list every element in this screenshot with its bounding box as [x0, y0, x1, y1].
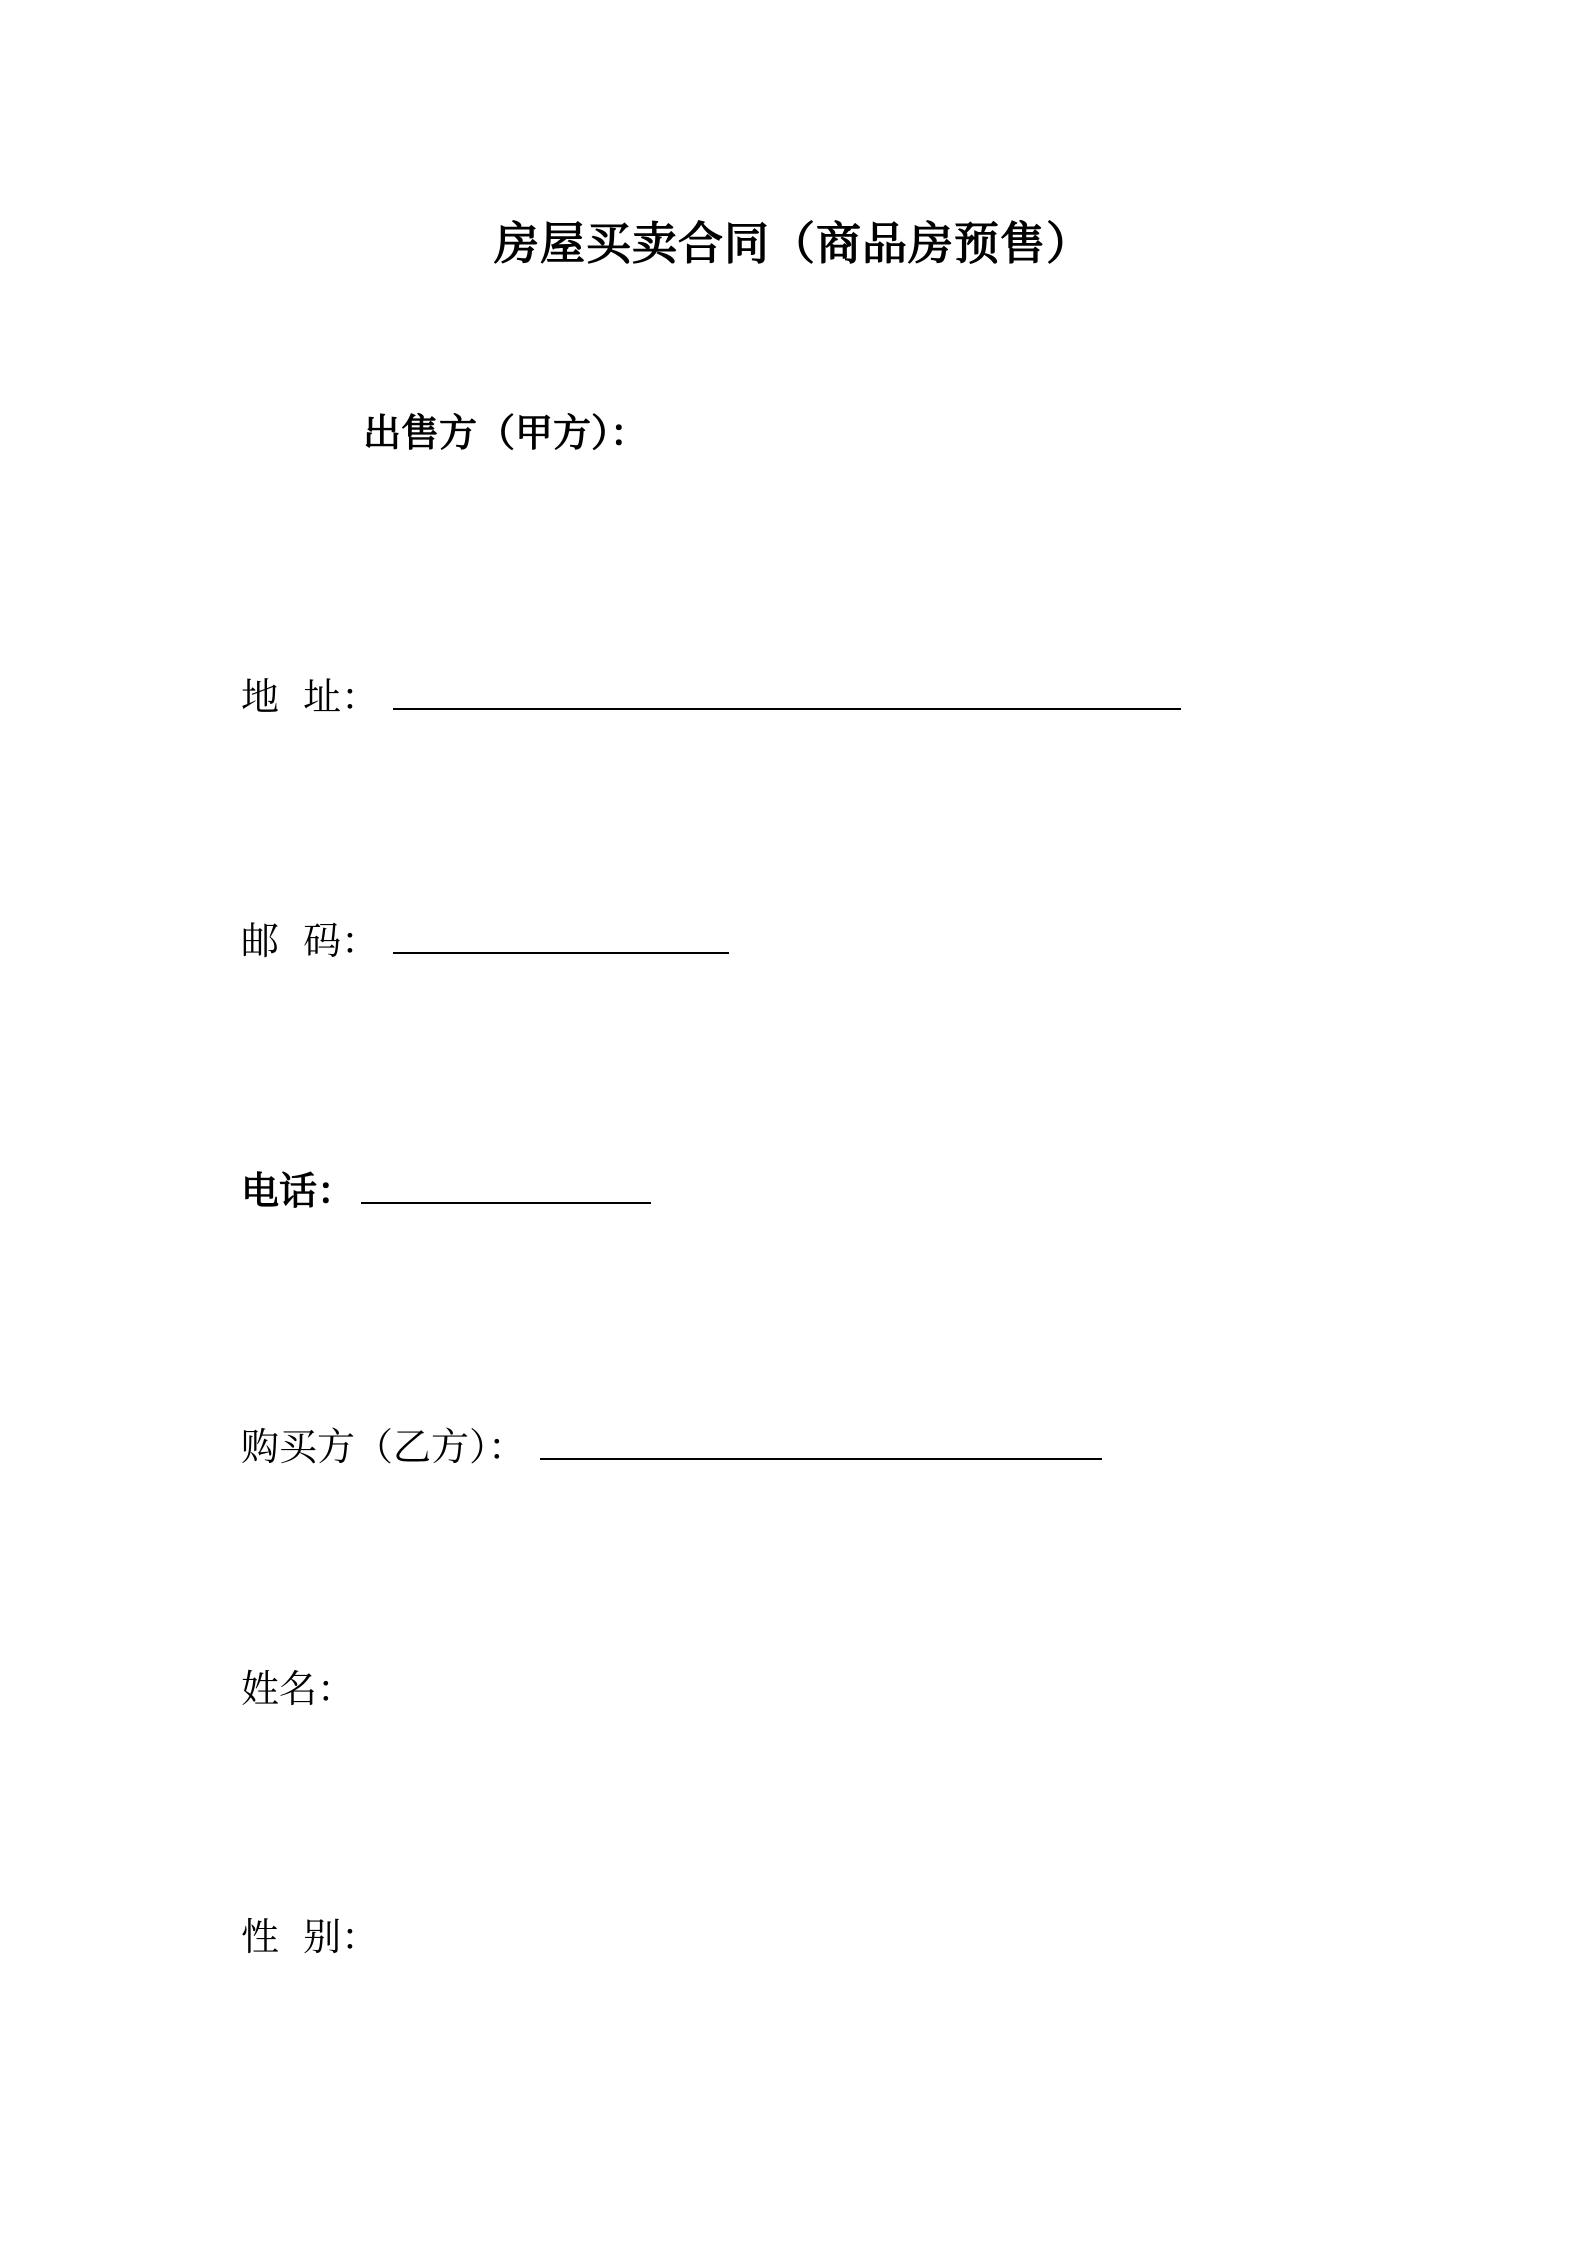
postcode-label: 邮 码： — [241, 919, 380, 963]
name-label: 姓名： — [241, 1667, 356, 1711]
buyer-label: 购买方（乙方）： — [241, 1425, 527, 1469]
postcode-blank-line — [393, 912, 729, 954]
phone-blank-line — [361, 1162, 651, 1204]
gender-row — [241, 1912, 379, 1962]
buyer-row — [241, 1418, 1102, 1472]
address-row — [241, 668, 1181, 722]
phone-row — [241, 1162, 651, 1216]
seller-label: 出售方（甲方）： — [363, 411, 649, 455]
phone-label: 电话： — [241, 1169, 356, 1213]
name-row — [241, 1664, 355, 1714]
address-blank-line — [393, 668, 1181, 710]
document-title: 房屋买卖合同（商品房预售） — [493, 217, 1092, 270]
gender-label: 性 别： — [241, 1915, 380, 1959]
address-label: 地 址： — [241, 675, 380, 719]
buyer-blank-line — [540, 1418, 1102, 1460]
seller-row — [363, 408, 648, 458]
postcode-row — [241, 912, 729, 966]
